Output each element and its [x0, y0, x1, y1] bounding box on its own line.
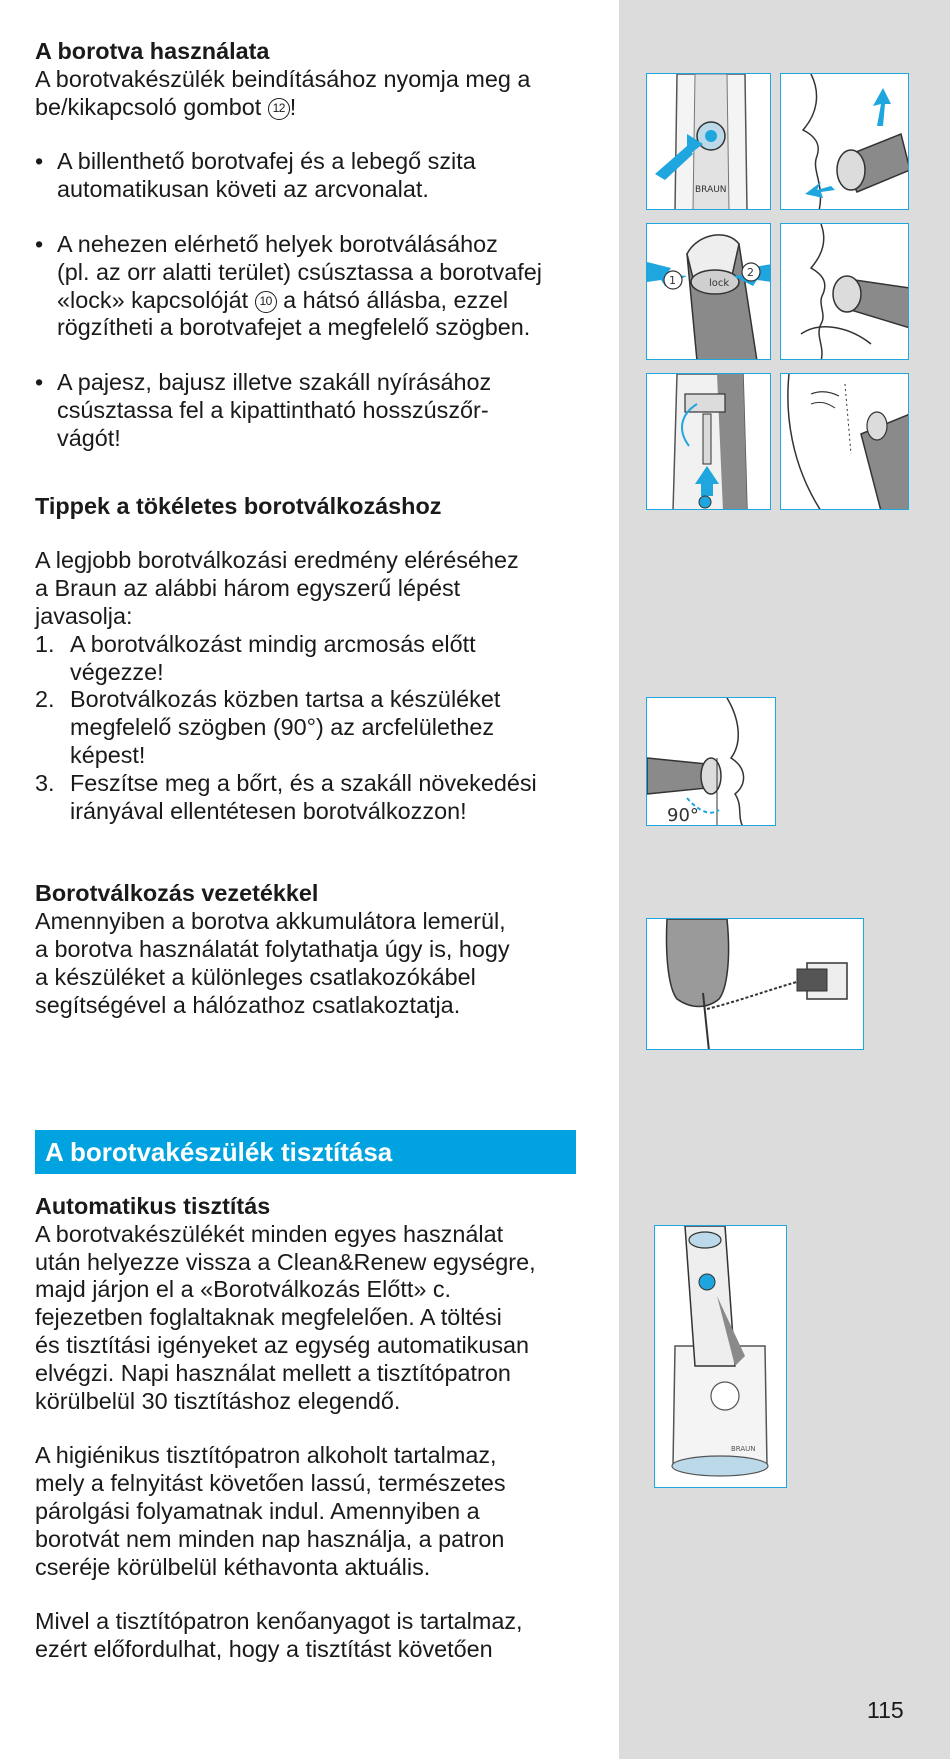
- step-2-marker: 2: [747, 266, 754, 279]
- cleaning-text-column: [35, 1193, 580, 1664]
- numbered-step: 1. A borotválkozást mindig arcmosás előtt végezze!: [35, 630, 476, 685]
- cleaning-line: majd járjon el a «Borotválkozás Előtt» c.: [35, 1276, 452, 1303]
- figure-upper-lip-shaving: [780, 223, 909, 360]
- numbered-step: 3. Feszítse meg a bőrt, és a szakáll növekedési irányával ellentétesen borotválkozzon!: [35, 769, 537, 824]
- heading-usage: A borotva használata: [35, 38, 270, 64]
- figure-face-shaving: [780, 73, 909, 210]
- lock-label: lock: [709, 278, 730, 289]
- cord-line: a borotva használatát folytathatja úgy is, hogy: [35, 935, 510, 962]
- cleaning-line: borotvát nem minden nap használja, a patron: [35, 1525, 505, 1552]
- heading-cord: Borotválkozás vezetékkel: [35, 880, 319, 907]
- cleaning-line: ezért előfordulhat, hogy a tisztítást követően: [35, 1636, 493, 1663]
- main-text-column: [35, 38, 580, 1019]
- tips-intro-line: javasolja:: [35, 602, 133, 629]
- figure-trimmer-up: [646, 373, 771, 510]
- braun-logo: BRAUN: [695, 185, 727, 195]
- section-title-bar: A borotvakészülék tisztítása: [35, 1130, 576, 1174]
- figure-power-button: [646, 73, 771, 210]
- page-number: 115: [867, 1697, 904, 1723]
- cleaning-line: A higiénikus tisztítópatron alkoholt tartalmaz,: [35, 1442, 497, 1469]
- numbered-step: 2. Borotválkozás közben tartsa a készüléket megfelelő szögben (90°) az arcfelülethez képest!: [35, 686, 501, 768]
- cleaning-line: elvégzi. Napi használat mellett a tisztítópatron: [35, 1359, 511, 1386]
- bullet-item: • A billenthető borotvafej és a lebegő szita automatikusan követi az arcvonalat.: [35, 148, 580, 204]
- cleaning-line: és tisztítási igényeket az egység automatikusan: [35, 1331, 530, 1358]
- cleaning-line: cseréje körülbelül kéthavonta aktuális.: [35, 1553, 431, 1580]
- cord-line: segítségével a hálózathoz csatlakoztatja.: [35, 991, 461, 1018]
- cleaning-line: A borotvakészülékét minden egyes használat: [35, 1220, 504, 1247]
- figure-lock-switch: [646, 223, 771, 360]
- step-1-marker: 1: [669, 274, 676, 287]
- ref-number: 12: [268, 98, 290, 120]
- cleaning-line: mely a felnyitást követően lassú, természetes: [35, 1470, 506, 1497]
- cleaning-line: Mivel a tisztítópatron kenőanyagot is tartalmaz,: [35, 1608, 523, 1635]
- figure-shaving-angle: [646, 697, 776, 826]
- heading-auto-cleaning: Automatikus tisztítás: [35, 1193, 271, 1219]
- usage-intro-line: be/kikapcsoló gombot 12 !: [35, 93, 297, 120]
- cleaning-line: fejezetben foglaltaknak megfelelően. A töltési: [35, 1304, 502, 1331]
- bullet-item: • A pajesz, bajusz illetve szakáll nyírásához csúsztassa fel a kipattintható hosszúszőr- vágót!: [35, 369, 580, 452]
- ref-number: 10: [255, 291, 277, 313]
- tips-intro-line: a Braun az alábbi három egyszerű lépést: [35, 575, 461, 602]
- cleaning-line: párolgási folyamatnak indul. Amennyiben a: [35, 1497, 480, 1524]
- usage-intro-line: A borotvakészülék beindításához nyomja meg a: [35, 65, 531, 92]
- heading-tips: Tippek a tökéletes borotválkozáshoz: [35, 492, 442, 519]
- cord-line: Amennyiben a borotva akkumulátora lemerül,: [35, 908, 506, 935]
- angle-label: 90°: [667, 805, 699, 826]
- figure-sideburn-trimming: [780, 373, 909, 510]
- bullet-item: • A nehezen elérhető helyek borotválásához (pl. az orr alatti terület) csúsztassa a borotvafej «lock» kapcsolóját 10 a hátsó állásba, ezzel rögzítheti a borotvafejet a megfelelő szögben.: [35, 231, 580, 342]
- tips-intro-line: A legjobb borotválkozási eredmény eléréséhez: [35, 547, 519, 574]
- figure-clean-renew-station: [654, 1225, 787, 1488]
- braun-logo: BRAUN: [731, 1445, 756, 1453]
- figure-shaver-cord: [646, 918, 864, 1050]
- cleaning-line: után helyezze vissza a Clean&Renew egységre,: [35, 1248, 536, 1275]
- cleaning-line: körülbelül 30 tisztításhoz elegendő.: [35, 1387, 401, 1414]
- cord-line: a készüléket a különleges csatlakozókábel: [35, 963, 476, 990]
